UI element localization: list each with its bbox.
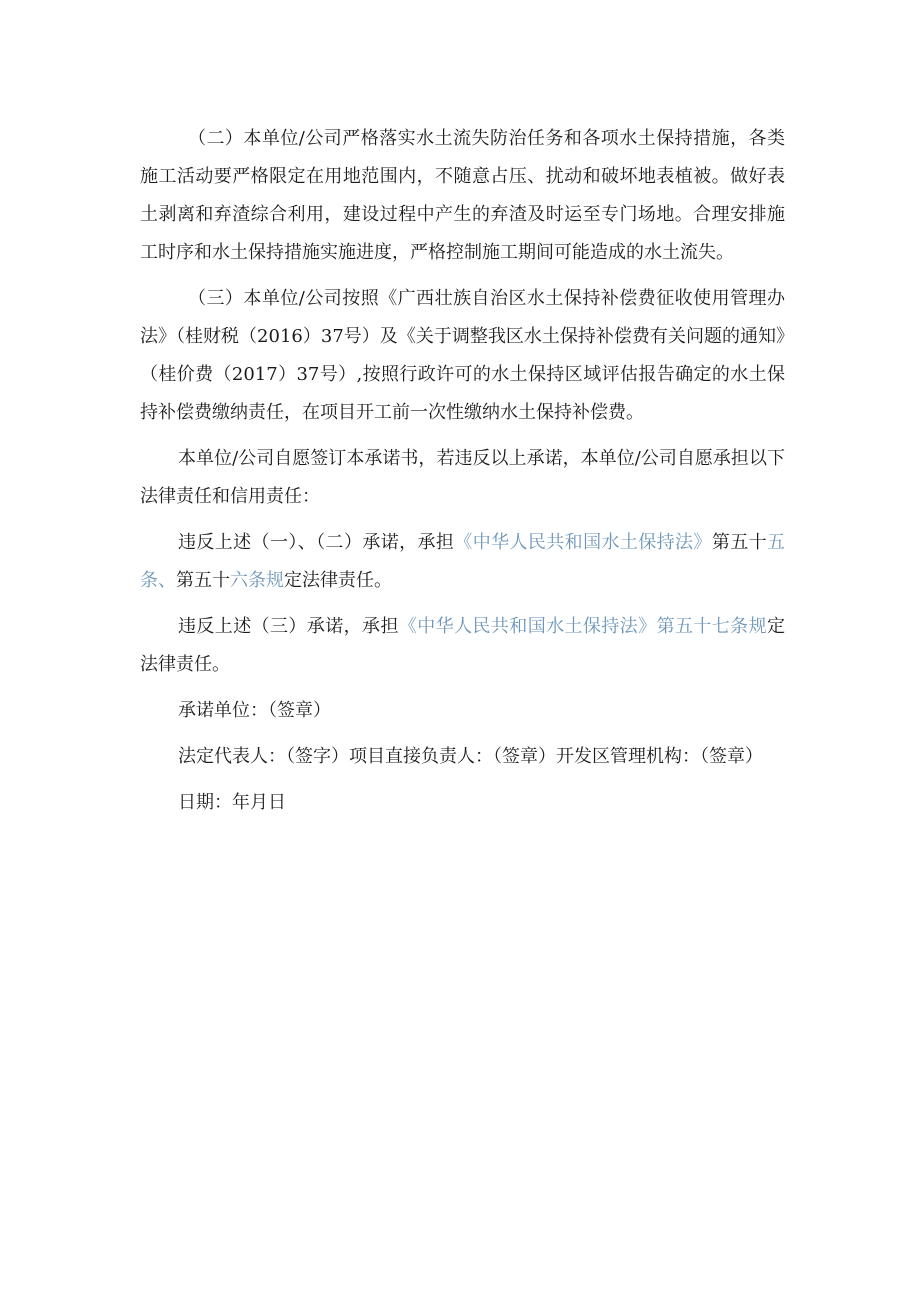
violation-1-prefix: 违反上述（一）、（二）承诺，承担	[178, 532, 455, 553]
article-57-link[interactable]: 第五十七条规	[656, 616, 767, 637]
article-56-link[interactable]: 六条规	[230, 570, 284, 591]
signature-representatives: 法定代表人：（签字）项目直接负责人：（签章）开发区管理机构：（签章）	[178, 746, 763, 767]
paragraph-violation-2	[140, 608, 785, 684]
paragraph-violation-1	[140, 524, 785, 600]
signature-date: 日期：年月日	[178, 792, 286, 813]
violation-2-suffix: 定法律责任。	[140, 616, 785, 675]
violation-1-art2a: 第五十	[176, 570, 230, 591]
signature-unit: 承诺单位：（签章）	[178, 700, 331, 721]
violation-2-prefix: 违反上述（三）承诺，承担	[178, 616, 399, 637]
article-55-link[interactable]: 五条、	[140, 532, 786, 591]
document-page	[140, 120, 785, 830]
paragraph-commitment-3: （三）本单位/公司按照《广西壮族自治区水土保持补偿费征收使用管理办法》（桂财税（2016）37号）及《关于调整我区水土保持补偿费有关问题的通知》（桂价费（2017）37号）,按照行政许可的水土保持区域评估报告确定的水土保持补偿费缴纳责任，在项目开工前一次性缴纳水土保持补偿费。	[140, 288, 785, 423]
paragraph-commitment-2: （二）本单位/公司严格落实水土流失防治任务和各项水土保持措施，各类施工活动要严格限定在用地范围内，不随意占压、扰动和破坏地表植被。做好表土剥离和弃渣综合利用，建设过程中产生的弃渣及时运至专门场地。合理安排施工时序和水土保持措施实施进度，严格控制施工期间可能造成的水土流失。	[140, 128, 785, 263]
law-link-2[interactable]: 《中华人民共和国水土保持法》	[398, 616, 657, 637]
violation-1-suffix: 定法律责任。	[284, 570, 392, 591]
violation-1-mid: 第五十	[711, 532, 768, 553]
paragraph-voluntary-statement: 本单位/公司自愿签订本承诺书，若违反以上承诺，本单位/公司自愿承担以下法律责任和信用责任：	[140, 448, 785, 507]
law-link-1[interactable]: 《中华人民共和国水土保持法》	[454, 532, 712, 553]
